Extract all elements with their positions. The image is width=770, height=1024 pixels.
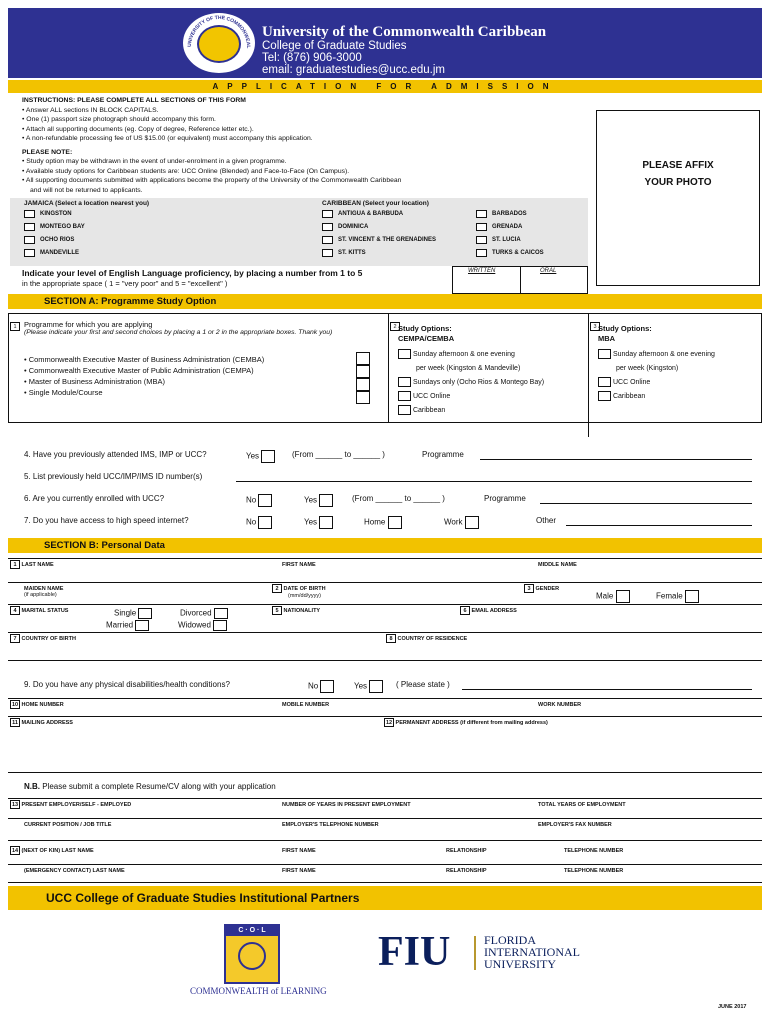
marital-divorced[interactable]: Divorced	[180, 608, 228, 619]
programme-list	[24, 354, 264, 398]
mobile-number-field[interactable]: MOBILE NUMBER	[282, 702, 330, 708]
telephone: Tel: (876) 906-3000	[262, 52, 362, 64]
photo-box[interactable]: PLEASE AFFIX YOUR PHOTO	[596, 110, 760, 286]
question-7: 7. Do you have access to high speed internet?	[24, 516, 189, 525]
programme-choice-box[interactable]	[356, 352, 370, 365]
nok-relationship-field[interactable]: RELATIONSHIP	[446, 848, 487, 854]
q7-no[interactable]: No	[246, 516, 272, 529]
job-title-field[interactable]: CURRENT POSITION / JOB TITLE	[24, 822, 112, 828]
programme-block	[24, 320, 384, 336]
college-name: College of Graduate Studies	[262, 40, 407, 52]
programme-option: • Commonwealth Executive Master of Business Administration (CEMBA)	[24, 355, 265, 364]
note-item: • Available study options for Caribbean students are: UCC Online (Blended) and Face-to-Face (On Campus).	[22, 167, 350, 175]
email-field[interactable]: 6 EMAIL ADDRESS	[460, 606, 517, 615]
location-option[interactable]: GRENADA	[476, 223, 544, 231]
study-option[interactable]: Sunday afternoon & one evening	[598, 348, 715, 362]
gender-male[interactable]: Male	[596, 590, 630, 603]
programme-choice-box[interactable]	[356, 391, 370, 404]
section-a-divider-2	[588, 313, 589, 437]
work-number-field[interactable]: WORK NUMBER	[538, 702, 582, 708]
fiu-logo: FIU	[378, 929, 451, 975]
field-number: 1	[10, 315, 20, 333]
study-option[interactable]: Sundays only (Ocho Rios & Montego Bay)	[398, 376, 544, 390]
location-option[interactable]: ST. KITTS	[322, 249, 436, 257]
instructions-title: INSTRUCTIONS: PLEASE COMPLETE ALL SECTIONS OF THIS FORM	[22, 97, 246, 104]
programme-option: • Single Module/Course	[24, 388, 103, 397]
first-name-field[interactable]: FIRST NAME	[282, 562, 316, 568]
q9-no[interactable]: No	[308, 680, 334, 693]
study-option-cont: per week (Kingston)	[616, 365, 679, 372]
note-item: • Study option may be withdrawn in the event of under-enrolment in a given programme.	[22, 158, 287, 165]
instructions	[22, 96, 592, 195]
q6-yes[interactable]: Yes	[304, 494, 333, 507]
location-option[interactable]: OCHO RIOS	[24, 236, 85, 244]
partners-banner: UCC College of Graduate Studies Institutional Partners	[8, 886, 762, 910]
study-option[interactable]: UCC Online	[398, 390, 544, 404]
english-divider	[520, 266, 521, 294]
english-instruction: Indicate your level of English Language proficiency, by placing a number from 1 to 5	[22, 268, 363, 278]
section-a-header: SECTION A: Programme Study Option	[8, 294, 762, 309]
emergency-telephone-field[interactable]: TELEPHONE NUMBER	[564, 868, 624, 874]
q9-state: ( Please state )	[396, 680, 450, 689]
caribbean-list-2	[476, 210, 544, 257]
study-option[interactable]: Sunday afternoon & one evening	[398, 348, 544, 362]
english-scale: in the appropriate space ( 1 = "very poor" and 5 = "excellent" )	[22, 279, 228, 288]
location-option[interactable]: ST. LUCIA	[476, 236, 544, 244]
marital-widowed[interactable]: Widowed	[178, 620, 227, 631]
country-of-birth-field[interactable]: 7 COUNTRY OF BIRTH	[10, 634, 76, 643]
jamaica-list	[24, 210, 85, 257]
jamaica-title: JAMAICA (Select a location nearest you)	[24, 200, 150, 207]
middle-name-field[interactable]: MIDDLE NAME	[538, 562, 577, 568]
caribbean-title: CARIBBEAN (Select your location)	[322, 200, 429, 207]
question-5: 5. List previously held UCC/IMP/IMS ID number(s)	[24, 472, 203, 481]
section-a-divider-1	[388, 313, 389, 423]
nok-first-name-field[interactable]: FIRST NAME	[282, 848, 316, 854]
caribbean-list-1	[322, 210, 436, 257]
instruction-item: • A non-refundable processing fee of US $15.00 (or equivalent) must accompany this application.	[22, 135, 313, 142]
q7-other: Other	[536, 516, 557, 525]
study-options-mba-list	[598, 348, 715, 404]
permanent-address-field[interactable]: 12 PERMANENT ADDRESS (if different from mailing address)	[385, 720, 548, 726]
programme-boxes	[356, 352, 370, 404]
oral-label: ORAL	[540, 268, 557, 274]
note-title: PLEASE NOTE:	[22, 148, 73, 156]
q7-work[interactable]: Work	[444, 516, 479, 529]
programme-choice-box[interactable]	[356, 378, 370, 391]
q7-yes[interactable]: Yes	[304, 516, 333, 529]
field-number: 3	[590, 315, 600, 333]
study-options-cempa-list	[398, 348, 544, 418]
location-option[interactable]: MONTEGO BAY	[24, 223, 85, 231]
nok-telephone-field[interactable]: TELEPHONE NUMBER	[564, 848, 624, 854]
maiden-name-field[interactable]: MAIDEN NAME (if applicable)	[24, 586, 64, 598]
svg-text:UNIVERSITY OF THE COMMONWEALTH	[183, 13, 251, 48]
employer-field[interactable]: 13 PRESENT EMPLOYER/SELF - EMPLOYED	[11, 802, 132, 808]
programme-note: (Please indicate your first and second choices by placing a 1 or 2 in the appropriate boxes. Thank you)	[24, 329, 333, 336]
note-item: and will not be returned to applicants.	[30, 186, 143, 194]
programme-title: Programme for which you are applying	[24, 320, 153, 329]
emergency-relationship-field[interactable]: RELATIONSHIP	[446, 868, 487, 874]
q4-programme: Programme	[422, 450, 464, 459]
instruction-item: • Answer ALL sections IN BLOCK CAPITALS.	[22, 106, 159, 114]
study-option[interactable]: Caribbean	[398, 404, 544, 418]
nok-last-name-field[interactable]: 14 (NEXT OF KIN) LAST NAME	[11, 848, 94, 854]
nationality-field[interactable]: 5 NATIONALITY	[272, 606, 320, 615]
dob-field[interactable]: 2 DATE OF BIRTH (mm/dd/yyyy)	[272, 584, 326, 599]
country-of-residence-field[interactable]: 8 COUNTRY OF RESIDENCE	[386, 634, 467, 643]
mailing-address-field[interactable]: 11 MAILING ADDRESS	[10, 718, 73, 727]
q6-line[interactable]	[540, 503, 752, 504]
programme-option: • Master of Business Administration (MBA)	[24, 377, 166, 386]
university-name: University of the Commonwealth Caribbean	[262, 24, 547, 40]
study-option[interactable]: Caribbean	[598, 390, 715, 404]
years-employment-field[interactable]: NUMBER OF YEARS IN PRESENT EMPLOYMENT	[282, 802, 411, 808]
q6-no[interactable]: No	[246, 494, 272, 507]
employer-tel-field[interactable]: EMPLOYER'S TELEPHONE NUMBER	[282, 822, 379, 828]
q4-line[interactable]	[480, 459, 752, 460]
col-logo: C · O · L	[224, 924, 280, 984]
fiu-name: FLORIDA INTERNATIONAL UNIVERSITY	[484, 933, 580, 971]
marital-status-label: 4 MARITAL STATUS	[10, 606, 68, 615]
q4-from: (From ______ to ______ )	[292, 450, 385, 459]
location-option[interactable]: ANTIGUA & BARBUDA	[322, 210, 436, 218]
note-item: • All supporting documents submitted with applications become the property of the University of the Commonwealth Caribbean	[22, 177, 402, 184]
email: email: graduatestudies@ucc.edu.jm	[262, 64, 445, 76]
q6-from: (From ______ to ______ )	[352, 494, 445, 503]
study-option-cont: per week (Kingston & Mandeville)	[416, 365, 521, 372]
q6-programme: Programme	[484, 494, 526, 503]
marital-married[interactable]: Married	[106, 620, 149, 631]
emergency-first-name-field[interactable]: FIRST NAME	[282, 868, 316, 874]
university-seal-logo	[180, 10, 258, 76]
written-label: WRITTEN	[468, 268, 496, 274]
question-4: 4. Have you previously attended IMS, IMP or UCC?	[24, 450, 207, 459]
instruction-item: • Attach all supporting documents (eg. Copy of degree, Reference letter etc.).	[22, 125, 254, 133]
q7-line[interactable]	[566, 525, 752, 526]
gender-female[interactable]: Female	[656, 590, 699, 603]
location-option[interactable]: BARBADOS	[476, 210, 544, 218]
total-years-field[interactable]: TOTAL YEARS OF EMPLOYMENT	[538, 802, 626, 808]
field-number: 2	[390, 315, 400, 333]
location-option[interactable]: TURKS & CAICOS	[476, 249, 544, 257]
location-option[interactable]: MANDEVILLE	[24, 249, 85, 257]
study-options-mba: Study Options: MBA	[598, 324, 652, 343]
home-number-field[interactable]: 10 HOME NUMBER	[11, 702, 64, 708]
location-option[interactable]: ST. VINCENT & THE GRENADINES	[322, 236, 436, 244]
last-name-field[interactable]: 1 LAST NAME	[10, 560, 54, 569]
programme-choice-box[interactable]	[356, 365, 370, 378]
study-options-cempa: Study Options: CEMPA/CEMBA	[398, 324, 455, 343]
seal-text: UNIVERSITY OF THE COMMONWEAL	[186, 14, 252, 49]
col-name: COMMONWEALTH of LEARNING	[190, 986, 327, 996]
q9-yes[interactable]: Yes	[354, 680, 383, 693]
form-date: JUNE 2017	[718, 1004, 747, 1010]
section-b-header: SECTION B: Personal Data	[8, 538, 762, 553]
employer-fax-field[interactable]: EMPLOYER'S FAX NUMBER	[538, 822, 612, 828]
question-9: 9. Do you have any physical disabilities/health conditions?	[24, 680, 230, 689]
q4-yes[interactable]: Yes	[246, 450, 275, 463]
nb-note: N.B. Please submit a complete Resume/CV along with your application	[24, 782, 276, 791]
location-option[interactable]: DOMINICA	[322, 223, 436, 231]
gender-field: 3 GENDER	[524, 584, 559, 593]
form-title: APPLICATION FOR ADMISSION	[8, 80, 762, 93]
q5-line[interactable]	[236, 481, 752, 482]
study-option[interactable]: UCC Online	[598, 376, 715, 390]
programme-option: • Commonwealth Executive Master of Public Administration (CEMPA)	[24, 366, 254, 375]
question-6: 6. Are you currently enrolled with UCC?	[24, 494, 165, 503]
instruction-item: • One (1) passport size photograph should accompany this form.	[22, 116, 216, 123]
location-option[interactable]: KINGSTON	[24, 210, 85, 218]
q9-line[interactable]	[462, 689, 752, 690]
marital-single[interactable]: Single	[114, 608, 152, 619]
q7-home[interactable]: Home	[364, 516, 402, 529]
emergency-last-name-field[interactable]: (EMERGENCY CONTACT) LAST NAME	[24, 868, 125, 874]
